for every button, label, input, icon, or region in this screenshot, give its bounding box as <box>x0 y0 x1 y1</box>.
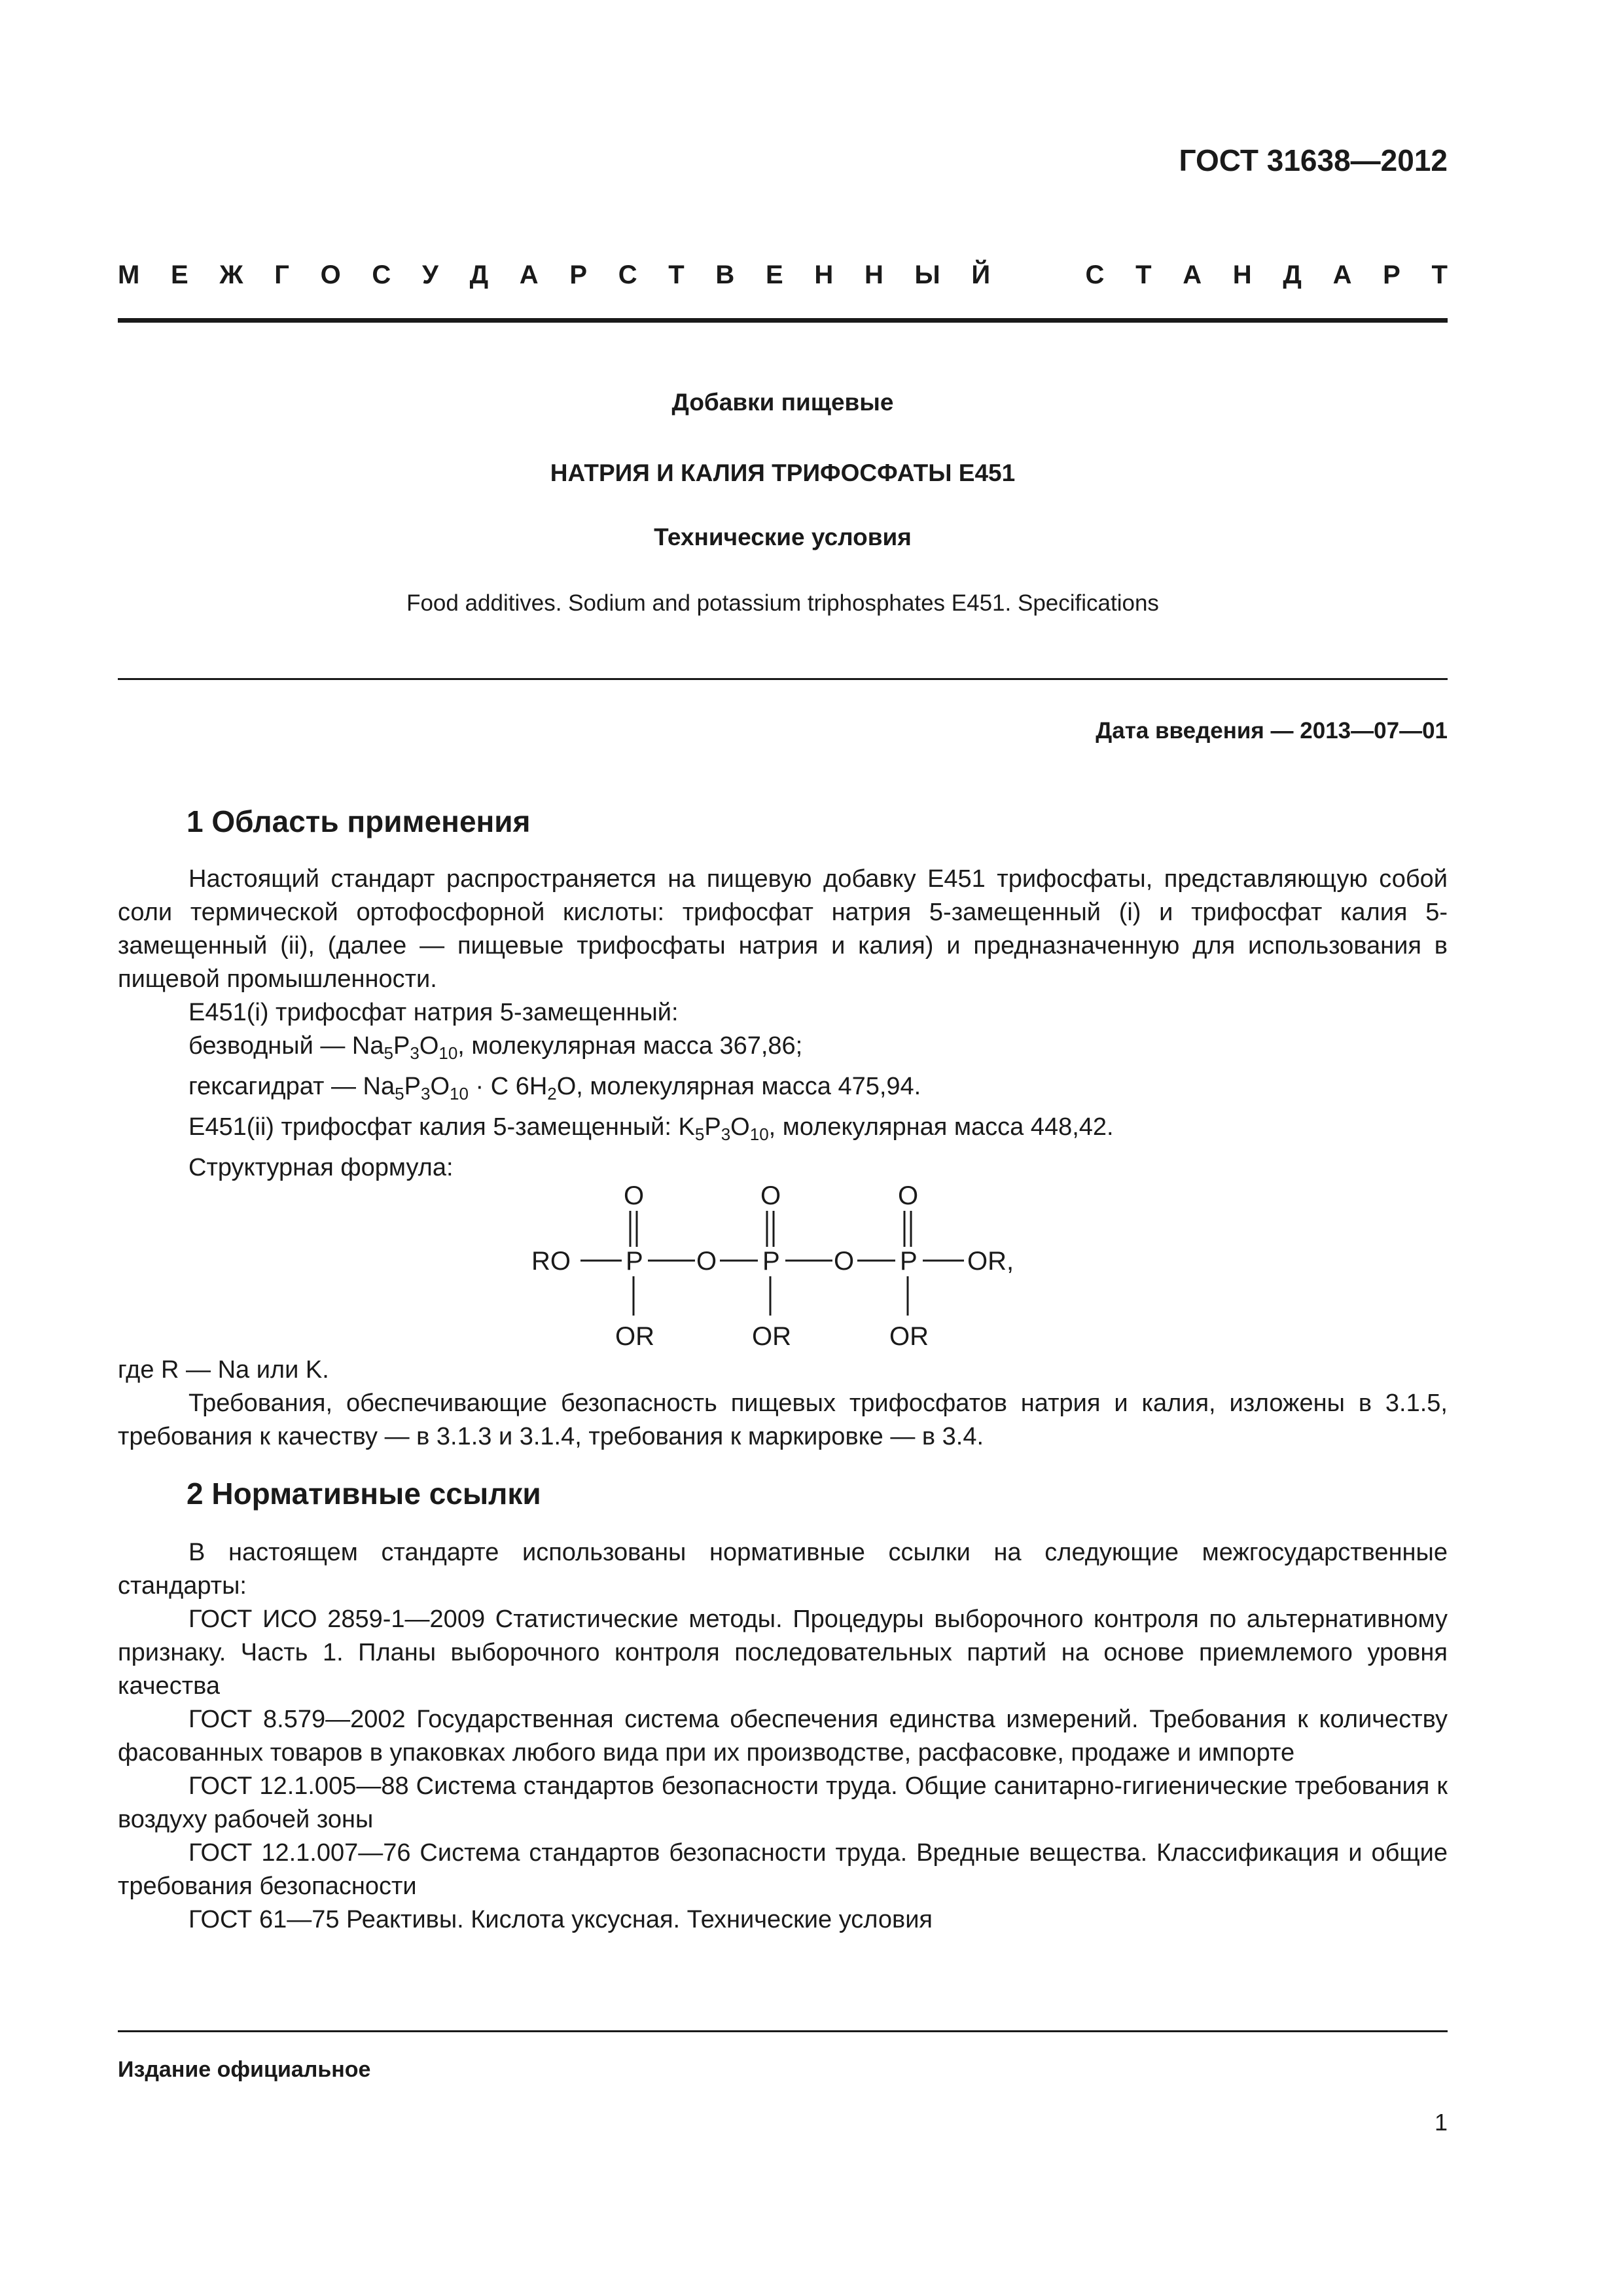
svg-text:OR: OR <box>615 1322 654 1351</box>
banner-letter: А <box>519 260 539 289</box>
svg-text:P: P <box>626 1247 643 1276</box>
svg-text:OR: OR <box>889 1322 929 1351</box>
banner-letter: С <box>372 260 391 289</box>
reference-item: ГОСТ 12.1.005—88 Система стандартов безопасности труда. Общие санитарно-гигиенические требования к воздуху рабочей зоны <box>118 1772 1448 1833</box>
header-rule <box>118 318 1448 323</box>
section-1-heading: 1 Область применения <box>187 804 531 838</box>
banner-letter: Р <box>569 260 588 289</box>
banner-letter: Д <box>469 260 489 289</box>
banner-letter: С <box>618 260 637 289</box>
banner-letter: В <box>715 260 735 289</box>
title-line-1: Добавки пищевые <box>671 389 894 416</box>
banner-letter: О <box>320 260 341 289</box>
reference-item: ГОСТ 12.1.007—76 Система стандартов безопасности труда. Вредные вещества. Классификация и общие требования безопасности <box>118 1839 1448 1900</box>
banner-letter: Р <box>1383 260 1400 289</box>
banner-letter: Г <box>274 260 289 289</box>
title-line-3: Технические условия <box>654 524 912 550</box>
banner-letter: Ы <box>914 260 940 289</box>
banner-letter: Е <box>171 260 188 289</box>
banner-letter: А <box>1183 260 1202 289</box>
structural-formula-label: Структурная формула: <box>188 1154 454 1181</box>
title-english: Food additives. Sodium and potassium triphosphates E451. Specifications <box>406 590 1159 616</box>
banner-letter: А <box>1332 260 1352 289</box>
section-1-tail <box>118 1354 1448 1454</box>
standard-type-banner <box>118 260 1448 290</box>
banner-letter: Ж <box>219 260 243 289</box>
banner-letter: Т <box>668 260 685 289</box>
banner-letter: Е <box>766 260 783 289</box>
svg-text:O: O <box>760 1181 781 1210</box>
anhydrous-formula: безводный — $Na_5P_3O_{10}$, молекулярная масса 367,86; <box>188 1032 803 1063</box>
banner-letter: Д <box>1283 260 1302 289</box>
section-2-heading: 2 Нормативные ссылки <box>187 1477 541 1511</box>
reference-item: ГОСТ 61—75 Реактивы. Кислота уксусная. Технические условия <box>188 1906 933 1933</box>
banner-letter: С <box>1085 260 1105 289</box>
official-edition-note: Издание официальное <box>118 2057 371 2082</box>
title-rule <box>118 678 1448 680</box>
phosphorus-2 <box>752 1181 791 1351</box>
svg-text:O: O <box>898 1181 919 1210</box>
formula-bridge-o1: O <box>696 1247 717 1276</box>
hexahydrate-formula: гексагидрат — $Na_5P_3O_{10} \cdot С$ $6H_2O$, молекулярная масса 475,94. <box>188 1073 921 1103</box>
where-clause: где R — Na или K. <box>118 1356 329 1384</box>
reference-item: ГОСТ ИСО 2859-1—2009 Статистические методы. Процедуры выборочного контроля по альтернативному признаку. Часть 1. Планы выборочного контроля последовательных партий на основе приемлемого уровня качества <box>118 1605 1448 1700</box>
e451i-label: E451(i) трифосфат натрия 5-замещенный: <box>188 999 679 1026</box>
svg-text:O: O <box>624 1181 645 1210</box>
formula-ro: RO <box>531 1247 571 1276</box>
formula-bridge-o2: O <box>834 1247 855 1276</box>
svg-text:P: P <box>900 1247 918 1276</box>
banner-word-gap <box>1022 260 1054 290</box>
footer-rule <box>118 2030 1448 2032</box>
banner-letter: Т <box>1431 260 1448 289</box>
banner-letter: Т <box>1135 260 1152 289</box>
section-2-paragraph: В настоящем стандарте использованы нормативные ссылки на следующие межгосударственные стандарты: <box>118 1539 1448 1600</box>
formula-or-end: OR, <box>967 1247 1014 1276</box>
banner-letter: Н <box>1232 260 1252 289</box>
banner-letter: Н <box>814 260 834 289</box>
reference-item: ГОСТ 8.579—2002 Государственная система обеспечения единства измерений. Требования к количеству фасованных товаров в упаковках любого вида при их производстве, расфасовке, продаже и импорте <box>118 1706 1448 1767</box>
page-number: 1 <box>1434 2109 1448 2136</box>
standard-number: ГОСТ 31638—2012 <box>1179 143 1448 177</box>
introduction-date: Дата введения — 2013—07—01 <box>1096 718 1448 744</box>
section-1-body <box>118 863 1448 1185</box>
requirements-paragraph: Требования, обеспечивающие безопасность пищевых трифосфатов натрия и калия, изложены в 3.1.5, требования к качеству — в 3.1.3 и 3.1.4, требования к маркировке — в 3.4. <box>118 1390 1448 1450</box>
section-1-paragraph: Настоящий стандарт распространяется на пищевую добавку E451 трифосфаты, представляющую собой соли термической ортофосфорной кислоты: трифосфат натрия 5-замещенный (i) и трифосфат калия 5-замещенный (ii), (далее — пищевые трифосфаты натрия и калия) и предназначенную для использования в пищевой промышленности. <box>118 865 1448 993</box>
svg-text:OR: OR <box>752 1322 791 1351</box>
banner-letter: М <box>118 260 140 289</box>
e451ii-formula: E451(ii) трифосфат калия 5-замещенный: $K_5P_3O_{10}$, молекулярная масса 448,42. <box>188 1113 1114 1144</box>
structural-formula <box>517 1172 1041 1368</box>
phosphorus-3 <box>889 1181 929 1351</box>
phosphorus-1 <box>615 1181 654 1351</box>
section-2-body <box>118 1536 1448 1937</box>
banner-letter: Й <box>971 260 991 289</box>
banner-letter: Н <box>864 260 883 289</box>
svg-text:P: P <box>762 1247 780 1276</box>
banner-letter: У <box>422 260 438 289</box>
title-line-2: НАТРИЯ И КАЛИЯ ТРИФОСФАТЫ E451 <box>550 459 1016 486</box>
